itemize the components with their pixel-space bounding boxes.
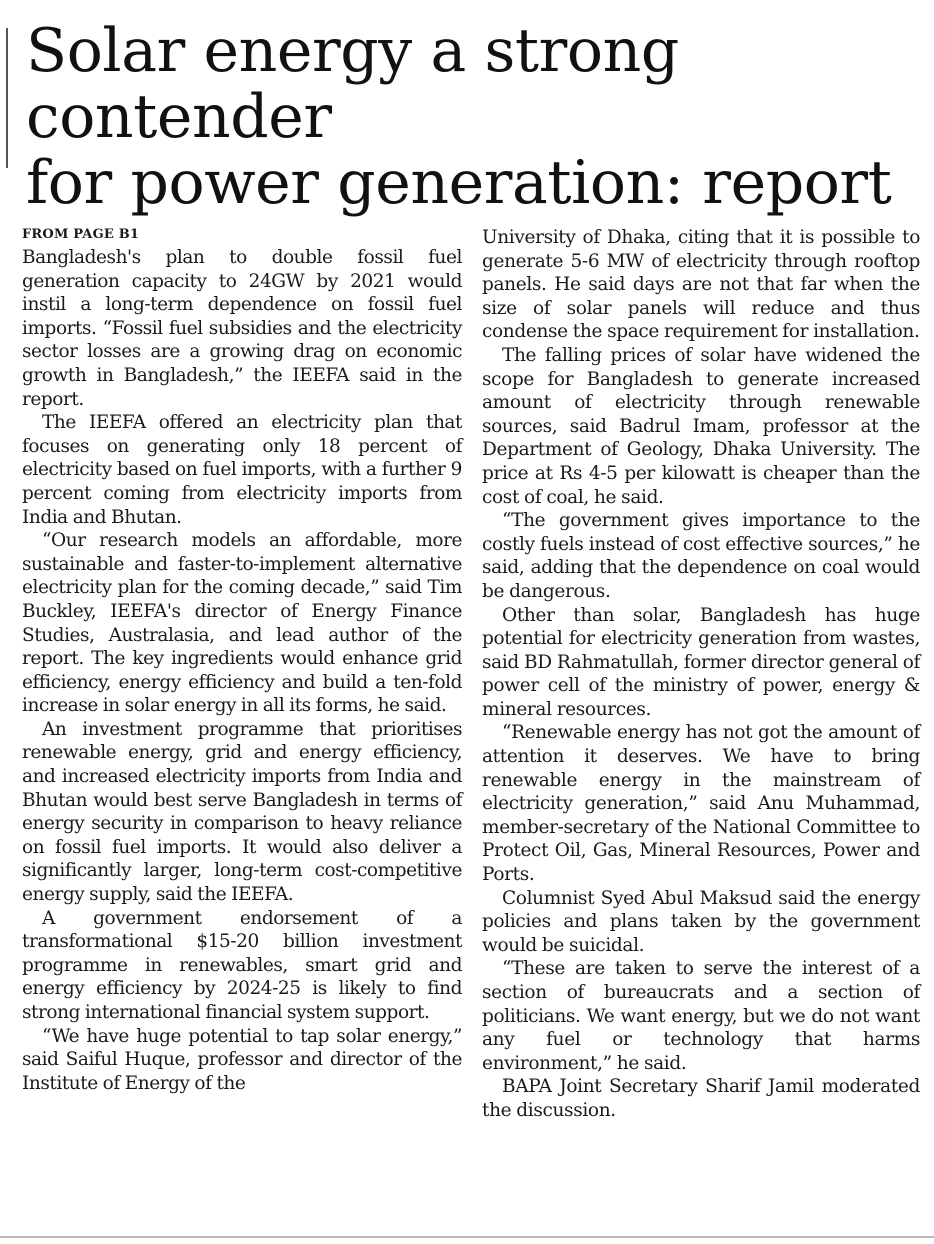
left-border-rule — [6, 28, 8, 168]
paragraph: The falling prices of solar have widened the scope for Bangladesh to generate increased amount of electricity through renewable sources, said Badrul Imam, professor at the Department of Geology, Dhaka University. The price at Rs 4-5 per kilowatt is cheaper than the cost of coal, he said. — [482, 344, 920, 508]
paragraph: Bangladesh's plan to double fossil fuel generation capacity to 24GW by 2021 would instil a long-term dependence on fossil fuel imports. “Fossil fuel subsidies and the electricity sector losses are a growing drag on economic growth in Bangladesh,” the IEEFA said in the report. — [22, 247, 462, 410]
paragraph: Other than solar, Bangladesh has huge potential for electricity generation from wastes, said BD Rahmatullah, former director general of power cell of the ministry of power, energy & mineral resources. — [482, 604, 920, 720]
paragraph: BAPA Joint Secretary Sharif Jamil moderated the discussion. — [482, 1076, 920, 1121]
right-column — [482, 226, 920, 1123]
kicker: FROM PAGE B1 — [22, 227, 140, 242]
paragraph: “We have huge potential to tap solar energy,” said Saiful Huque, professor and director of the Institute of Energy of the — [22, 1025, 462, 1094]
paragraph: “The government gives importance to the costly fuels instead of cost effective sources,” he said, adding that the dependence on coal would be dangerous. — [482, 510, 920, 602]
paragraph: “These are taken to serve the interest of a section of bureaucrats and a section of politicians. We want energy, but we do not want any fuel or technology that harms environment,” he said. — [482, 958, 920, 1074]
headline — [22, 18, 920, 216]
paragraph: “Our research models an affordable, more sustainable and faster-to-implement alternative electricity plan for the coming decade,” said Tim Buckley, IEEFA's director of Energy Finance Studies, Australasia, and lead author of the report. The key ingredients would enhance grid efficiency, energy efficiency and build a ten-fold increase in solar energy in all its forms, he said. — [22, 530, 462, 717]
paragraph: The IEEFA offered an electricity plan that focuses on generating only 18 percent of electricity based on fuel imports, with a further 9 percent coming from electricity imports from India and Bhutan. — [22, 412, 462, 528]
article-columns — [22, 226, 920, 1123]
paragraph: An investment programme that prioritises renewable energy, grid and energy efficiency, and increased electricity imports from India and Bhutan would best serve Bangladesh in terms of energy security in comparison to heavy reliance on fossil fuel imports. It would also deliver a significantly larger, long-term cost-competitive energy supply, said the IEEFA. — [22, 718, 462, 906]
paragraph: “Renewable energy has not got the amount of attention it deserves. We have to bring renewable energy in the mainstream of electricity generation,” said Anu Muhammad, member-secretary of the National Committee to Protect Oil, Gas, Mineral Resources, Power and Ports. — [482, 722, 920, 886]
headline-line-1: Solar energy a strong contender — [26, 16, 679, 152]
paragraph: Columnist Syed Abul Maksud said the energy policies and plans taken by the government would be suicidal. — [482, 887, 920, 956]
left-column — [22, 226, 462, 1123]
bottom-border-rule — [0, 1236, 934, 1238]
paragraph: University of Dhaka, citing that it is possible to generate 5-6 MW of electricity through rooftop panels. He said days are not that far when the size of solar panels will reduce and thus condense the space requirement for installation. — [482, 227, 920, 343]
paragraph: A government endorsement of a transformational $15-20 billion investment programme in renewables, smart grid and energy efficiency by 2024-25 is likely to find strong international financial system support. — [22, 907, 462, 1023]
headline-line-2: for power generation: report — [26, 148, 892, 218]
